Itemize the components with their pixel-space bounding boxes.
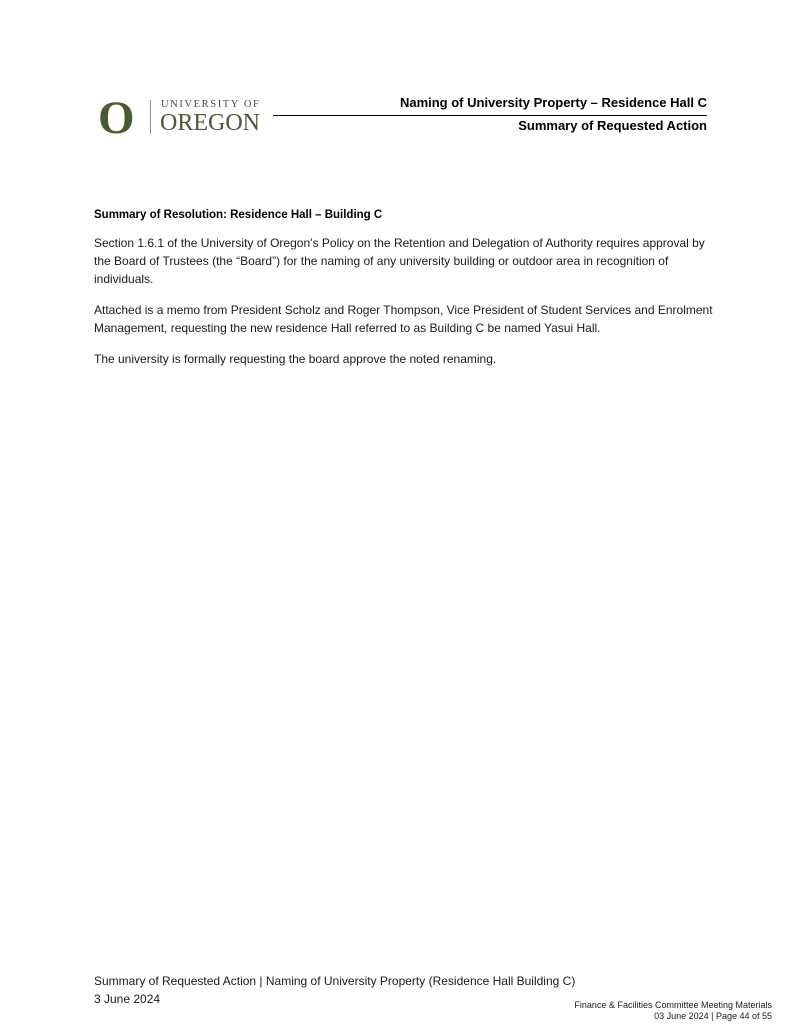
header-subtitle: Summary of Requested Action xyxy=(518,118,707,133)
logo-oregon: OREGON xyxy=(160,110,260,136)
logo-o-mark: O xyxy=(98,92,135,144)
paragraph-policy: Section 1.6.1 of the University of Oregon’s Policy on the Retention and Delegation of Authority requires approval by the Board of Trustees (the “Board”) for the naming of any university building or outdoor area in recognition of individuals. xyxy=(94,236,705,286)
header-title: Naming of University Property – Residence Hall C xyxy=(399,95,707,110)
section-heading: Summary of Resolution: Residence Hall – Building C xyxy=(94,209,383,221)
footer-page-number: 03 June 2024 | Page 44 of 55 xyxy=(654,1011,772,1021)
document-body xyxy=(94,209,714,381)
footer-document-title: Summary of Requested Action | Naming of University Property (Residence Hall Building C) xyxy=(94,974,576,988)
footer-meeting-materials: Finance & Facilities Committee Meeting Materials xyxy=(574,1000,772,1010)
header-rule xyxy=(273,115,707,116)
logo-divider xyxy=(150,100,151,134)
paragraph-request: The university is formally requesting the board approve the noted renaming. xyxy=(94,352,497,366)
footer-left xyxy=(94,972,575,1008)
footer-right xyxy=(574,1000,772,1022)
logo-university-of: UNIVERSITY OF xyxy=(161,99,261,110)
footer-date: 3 June 2024 xyxy=(94,992,161,1006)
paragraph-memo: Attached is a memo from President Scholz and Roger Thompson, Vice President of Student Services and Enrolment Management, requesting the new residence Hall referred to as Building C be named Yasui Hall. xyxy=(94,303,713,335)
